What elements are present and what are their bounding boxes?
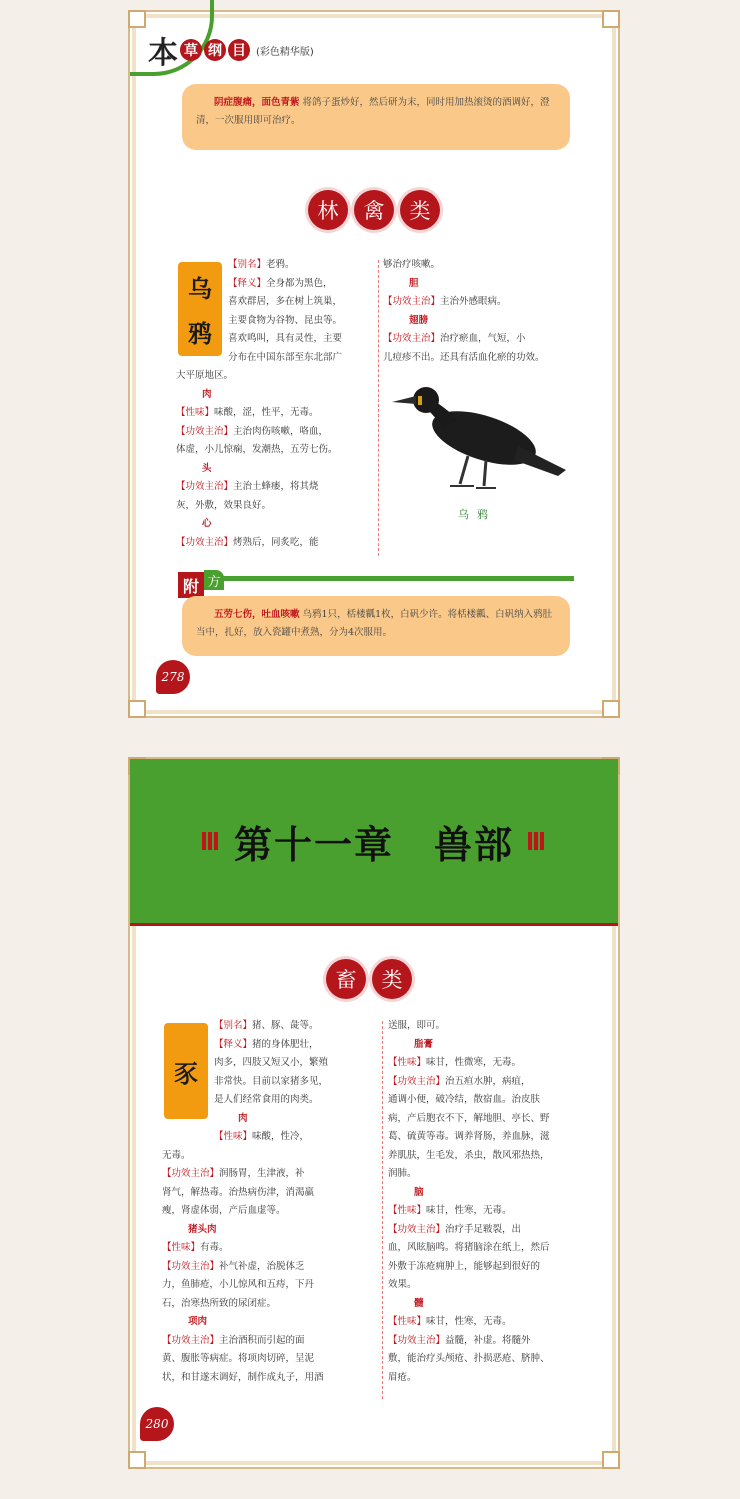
field-label: 【功效主治】 — [176, 425, 234, 437]
category-char: 类 — [372, 959, 412, 999]
section-subheading: 项肉 — [188, 1316, 208, 1327]
body-line — [383, 330, 577, 349]
body-line — [388, 1221, 588, 1240]
corner-ornament — [602, 1451, 620, 1469]
field-text: 够治疗咳嗽。 — [383, 259, 441, 270]
book-logo — [148, 28, 314, 72]
field-label: 【功效主治】 — [388, 1334, 446, 1346]
body-line — [176, 293, 376, 312]
corner-ornament — [128, 1451, 146, 1469]
body-line — [388, 1239, 588, 1258]
body-line — [162, 1128, 378, 1147]
body-line — [162, 1369, 378, 1388]
body-line — [162, 1054, 378, 1073]
species-char: 鸦 — [188, 319, 212, 348]
field-text: 主治土蜂瘘，将其烧 — [233, 481, 319, 492]
body-line — [162, 1091, 378, 1110]
corner-ornament — [128, 700, 146, 718]
field-text: 力，鱼肺疮，小儿惊风和五痔，下丹 — [162, 1279, 315, 1290]
body-line — [388, 1147, 588, 1166]
category-title — [326, 959, 412, 999]
body-line — [388, 1110, 588, 1129]
field-text: 体虚，小儿惊痫，发潮热，五劳七伤。 — [176, 444, 338, 455]
field-text: 老鸦。 — [266, 259, 295, 270]
appendix-char: 方 — [204, 570, 224, 590]
field-label: 【性味】 — [388, 1316, 427, 1327]
body-line — [176, 534, 376, 553]
text-column-right — [383, 256, 577, 367]
logo-ben: 本 — [148, 36, 178, 71]
field-text: 猪的身体肥壮， — [252, 1038, 319, 1050]
body-line — [162, 1184, 378, 1203]
section-subheading: 胆 — [409, 277, 419, 289]
field-text: 葛、硫黄等毒。调养肾肠，养血脉，滋 — [388, 1131, 550, 1142]
field-text: 大平原地区。 — [176, 370, 234, 381]
field-label: 【功效主治】 — [176, 536, 234, 548]
field-text: 肾气，解热毒。治热病伤津，消渴羸 — [162, 1186, 315, 1198]
field-text: 无毒。 — [162, 1149, 191, 1161]
remedy-box-bottom — [182, 596, 570, 656]
body-line — [162, 1202, 378, 1221]
body-line — [162, 1258, 378, 1277]
field-label: 【功效主治】 — [176, 481, 234, 492]
logo-char: 纲 — [204, 39, 226, 61]
section-subheading: 髓 — [414, 1297, 424, 1309]
body-line — [176, 478, 376, 497]
field-label: 【性味】 — [388, 1205, 427, 1216]
field-label: 【释义】 — [214, 1038, 253, 1050]
field-text: 猪、豚、彘等。 — [252, 1020, 319, 1031]
text-column-right — [388, 1017, 588, 1387]
field-label: 【功效主治】 — [383, 333, 441, 344]
logo-subtitle: (彩色精华版) — [256, 46, 314, 58]
body-line — [162, 1017, 378, 1036]
field-text: 全身都为黑色， — [266, 277, 333, 289]
field-text: 病，产后胞衣不下，解地胆、亭长、野 — [388, 1112, 550, 1124]
field-text: 治疗瘀血，气短，小 — [440, 333, 526, 344]
field-label: 【释义】 — [228, 277, 267, 289]
field-text: 治五疸水肿，病疽， — [445, 1075, 531, 1087]
field-text: 外敷于冻疮痈肿上，能够起到很好的 — [388, 1260, 541, 1272]
chapter-title: 第十一章 兽部 — [233, 821, 514, 867]
field-text: 治疗手足皲裂，出 — [445, 1223, 522, 1235]
page-number: 280 — [140, 1407, 174, 1441]
field-text: 黄、腹胀等病症。将项肉切碎，呈泥 — [162, 1353, 315, 1364]
body-line — [176, 441, 376, 460]
body-line — [388, 1313, 588, 1332]
appendix-char: 附 — [178, 572, 204, 598]
field-text: 非常快。目前以家猪多见， — [214, 1075, 329, 1087]
field-label: 【功效主治】 — [162, 1334, 220, 1346]
field-text: 瘦，肾虚体弱，产后血虚等。 — [162, 1205, 286, 1216]
section-subheading: 猪头肉 — [188, 1223, 217, 1235]
field-text: 石，治寒热所致的尿闭症。 — [162, 1297, 277, 1309]
body-line — [176, 256, 376, 275]
body-line — [383, 293, 577, 312]
appendix-line — [222, 576, 574, 581]
category-char: 林 — [308, 190, 348, 230]
remedy-text: 将鸽子蛋炒好，然后研为末，同时用加热滚烫的酒调好，澄清，一次服用即可治疗。 — [196, 97, 550, 126]
category-char: 禽 — [354, 190, 394, 230]
category-title — [308, 190, 440, 230]
section-subheading: 头 — [202, 462, 212, 474]
field-label: 【性味】 — [176, 407, 215, 418]
body-line — [388, 1017, 588, 1036]
field-label: 【功效主治】 — [388, 1223, 446, 1235]
section-subheading: 肉 — [202, 388, 212, 400]
field-text: 喜欢鸣叫，具有灵性，主要 — [228, 333, 343, 344]
appendix-header — [178, 572, 224, 598]
field-text: 主治外感眼病。 — [440, 296, 507, 307]
body-line — [162, 1332, 378, 1351]
section-subheading: 肉 — [238, 1112, 248, 1124]
body-line — [388, 1276, 588, 1295]
field-text: 益髓，补虚。将髓外 — [445, 1334, 531, 1346]
field-label: 【功效主治】 — [383, 296, 441, 307]
field-text: 味甘，性寒，无毒。 — [426, 1316, 512, 1327]
body-line — [388, 1350, 588, 1369]
species-char: 豕 — [174, 1058, 198, 1088]
field-label: 【性味】 — [162, 1242, 201, 1253]
field-label: 【功效主治】 — [162, 1168, 220, 1179]
remedy-title: 阴症腹痛，面色青紫 — [214, 97, 300, 108]
field-text: 喜欢群居，多在树上筑巢， — [228, 296, 343, 307]
body-line — [388, 1369, 588, 1388]
body-line — [162, 1036, 378, 1055]
section-subheading: 脑 — [414, 1186, 424, 1198]
field-text: 味酸，涩，性平，无毒。 — [214, 407, 319, 418]
illustration-caption: 乌鸦 — [458, 508, 496, 521]
field-text: 润肠胃，生津液，补 — [219, 1168, 305, 1179]
column-divider — [382, 1021, 383, 1399]
species-char: 乌 — [188, 274, 212, 303]
section-subheading: 翅膀 — [409, 314, 429, 326]
corner-ornament — [602, 700, 620, 718]
body-line — [162, 1239, 378, 1258]
section-subheading: 心 — [202, 518, 212, 529]
logo-char: 草 — [180, 39, 202, 61]
field-text: 补气补虚，治脱体乏 — [219, 1260, 305, 1272]
field-text: 主治酒积而引起的面 — [219, 1334, 305, 1346]
body-line — [176, 349, 376, 368]
body-line — [176, 367, 376, 386]
field-text: 儿痘疹不出。还具有活血化瘀的功效。 — [383, 351, 545, 363]
field-text: 主要食物为谷物、昆虫等。 — [228, 314, 343, 326]
body-line — [176, 330, 376, 349]
body-line — [383, 256, 577, 275]
book-page-278 — [128, 10, 620, 718]
text-column-left — [162, 1017, 378, 1387]
field-text: 味甘，性微寒，无毒。 — [426, 1057, 522, 1068]
ornament-icon — [528, 832, 546, 850]
category-char: 类 — [400, 190, 440, 230]
field-label: 【功效主治】 — [388, 1075, 446, 1087]
field-text: 状，和甘遂末调好，制作成丸子，用酒 — [162, 1371, 324, 1383]
body-line — [162, 1165, 378, 1184]
logo-char: 目 — [228, 39, 250, 61]
body-line — [388, 1054, 588, 1073]
body-line — [162, 1295, 378, 1314]
body-line — [388, 1165, 588, 1184]
field-text: 烤熟后，同炙吃，能 — [233, 536, 319, 548]
field-label: 【性味】 — [388, 1057, 427, 1068]
body-line — [388, 1073, 588, 1092]
field-text: 分布在中国东部至东北部广 — [228, 351, 343, 363]
body-line — [162, 1147, 378, 1166]
body-line — [162, 1276, 378, 1295]
body-line — [388, 1258, 588, 1277]
field-label: 【性味】 — [214, 1131, 253, 1142]
field-text: 养肌肤，生毛发，杀虫，散风邪热热， — [388, 1149, 550, 1161]
field-label: 【别名】 — [228, 259, 267, 270]
field-label: 【功效主治】 — [162, 1260, 220, 1272]
book-page-280 — [128, 757, 620, 1469]
field-text: 眉疮。 — [388, 1371, 417, 1383]
field-label: 【别名】 — [214, 1020, 253, 1031]
field-text: 味酸，性冷， — [252, 1131, 310, 1142]
field-text: 效果。 — [388, 1279, 417, 1290]
body-line — [388, 1332, 588, 1351]
column-divider — [378, 260, 379, 556]
chapter-banner — [130, 759, 618, 926]
field-text: 主治肉伤咳嗽，咯血， — [233, 425, 329, 437]
body-line — [388, 1091, 588, 1110]
field-text: 味甘，性寒，无毒。 — [426, 1205, 512, 1216]
field-text: 通调小便，破冷结，散宿血。治皮肤 — [388, 1094, 541, 1105]
field-text: 血，风眩脑鸣。将猪脑涂在纸上，然后 — [388, 1242, 550, 1253]
body-line — [176, 275, 376, 294]
field-text: 灰，外敷，效果良好。 — [176, 499, 272, 511]
section-subheading: 脂膏 — [414, 1038, 434, 1050]
field-text: 送服，即可。 — [388, 1020, 446, 1031]
body-line — [383, 349, 577, 368]
remedy-text: 乌鸦1只，栝楼瓤1枚，白矾少许。将栝楼瓤、白矾纳入鸦肚当中，扎好，放入瓷罐中煮熟，分为4次服用。 — [196, 609, 553, 638]
field-text: 肉多，四肢又短又小，繁殖 — [214, 1057, 329, 1068]
crow-illustration — [388, 380, 568, 498]
text-column-left — [176, 256, 376, 552]
remedy-box-top — [182, 84, 570, 150]
remedy-title: 五劳七伤，吐血咳嗽 — [214, 609, 300, 620]
body-line — [162, 1350, 378, 1369]
field-text: 敷，能治疗头颅疮、扑损恶疮、脐肿、 — [388, 1353, 550, 1364]
field-text: 是人们经常食用的肉类。 — [214, 1094, 319, 1105]
body-line — [176, 404, 376, 423]
body-line — [176, 423, 376, 442]
field-text: 有毒。 — [200, 1242, 229, 1253]
body-line — [388, 1128, 588, 1147]
ornament-icon — [202, 832, 220, 850]
body-line — [176, 312, 376, 331]
body-line — [388, 1202, 588, 1221]
body-line — [162, 1073, 378, 1092]
corner-ornament — [602, 10, 620, 28]
category-char: 畜 — [326, 959, 366, 999]
page-number: 278 — [156, 660, 190, 694]
body-line — [176, 497, 376, 516]
field-text: 润肺。 — [388, 1168, 417, 1179]
